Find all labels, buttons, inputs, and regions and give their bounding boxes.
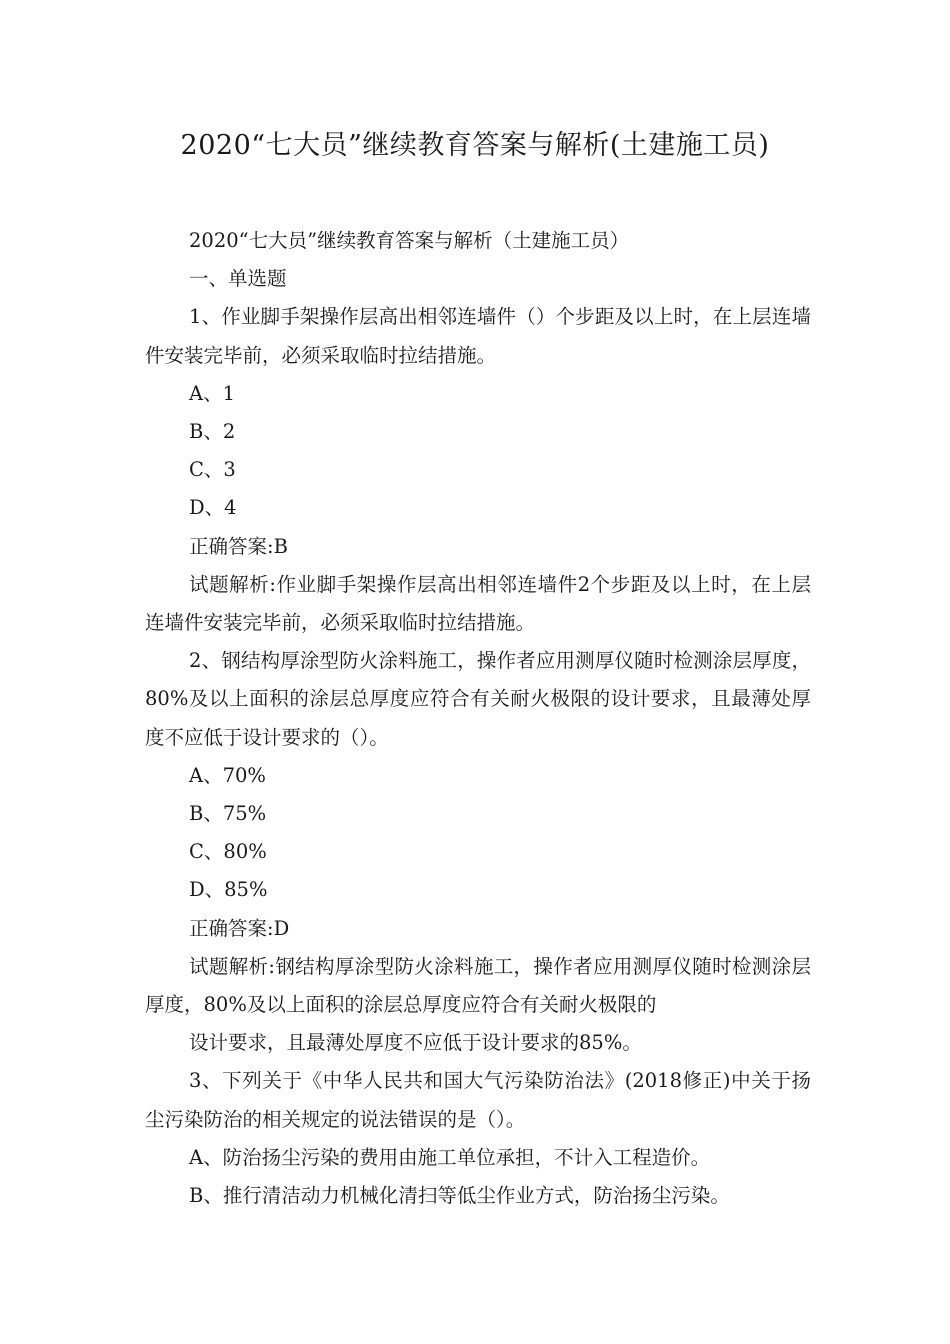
question-2-option-a: A、70% <box>189 763 266 787</box>
question-2-answer: 正确答案:D <box>189 916 290 940</box>
question-1-answer: 正确答案:B <box>189 534 288 558</box>
question-2: 2、钢结构厚涂型防火涂料施工，操作者应用测厚仪随时检测涂层厚度，80%及以上面积的涂层总厚度应符合有关耐火极限的设计要求，且最薄处厚度不应低于设计要求的（）。 <box>145 649 811 749</box>
question-2-option-c: C、80% <box>189 840 267 864</box>
section-heading: 一、单选题 <box>189 267 287 291</box>
question-1: 1、作业脚手架操作层高出相邻连墙件（）个步距及以上时，在上层连墙件安装完毕前，必须采取临时拉结措施。 <box>145 305 811 367</box>
question-3-option-a: A、防治扬尘污染的费用由施工单位承担，不计入工程造价。 <box>189 1145 711 1169</box>
question-1-option-a: A、1 <box>189 381 235 405</box>
question-1-option-c: C、3 <box>189 458 236 482</box>
question-2-option-b: B、75% <box>189 802 267 826</box>
question-1-option-d: D、4 <box>189 496 237 520</box>
document-body <box>145 222 811 1215</box>
question-1-option-b: B、2 <box>189 420 236 444</box>
question-2-explanation-continued: 设计要求，且最薄处厚度不应低于设计要求的85%。 <box>189 1031 642 1055</box>
question-1-explanation: 试题解析:作业脚手架操作层高出相邻连墙件2个步距及以上时，在上层连墙件安装完毕前，必须采取临时拉结措施。 <box>145 572 811 635</box>
document-title: 2020“七大员”继续教育答案与解析(土建施工员) <box>180 130 770 161</box>
question-3: 3、下列关于《中华人民共和国大气污染防治法》(2018修正)中关于扬尘污染防治的相关规定的说法错误的是（）。 <box>145 1069 811 1131</box>
question-2-explanation: 试题解析:钢结构厚涂型防火涂料施工，操作者应用测厚仪随时检测涂层厚度，80%及以上面积的涂层总厚度应符合有关耐火极限的 <box>145 954 811 1017</box>
subtitle-line: 2020“七大员”继续教育答案与解析（土建施工员） <box>189 229 630 252</box>
question-3-option-b: B、推行清洁动力机械化清扫等低尘作业方式，防治扬尘污染。 <box>189 1184 730 1208</box>
question-2-option-d: D、85% <box>189 878 268 902</box>
